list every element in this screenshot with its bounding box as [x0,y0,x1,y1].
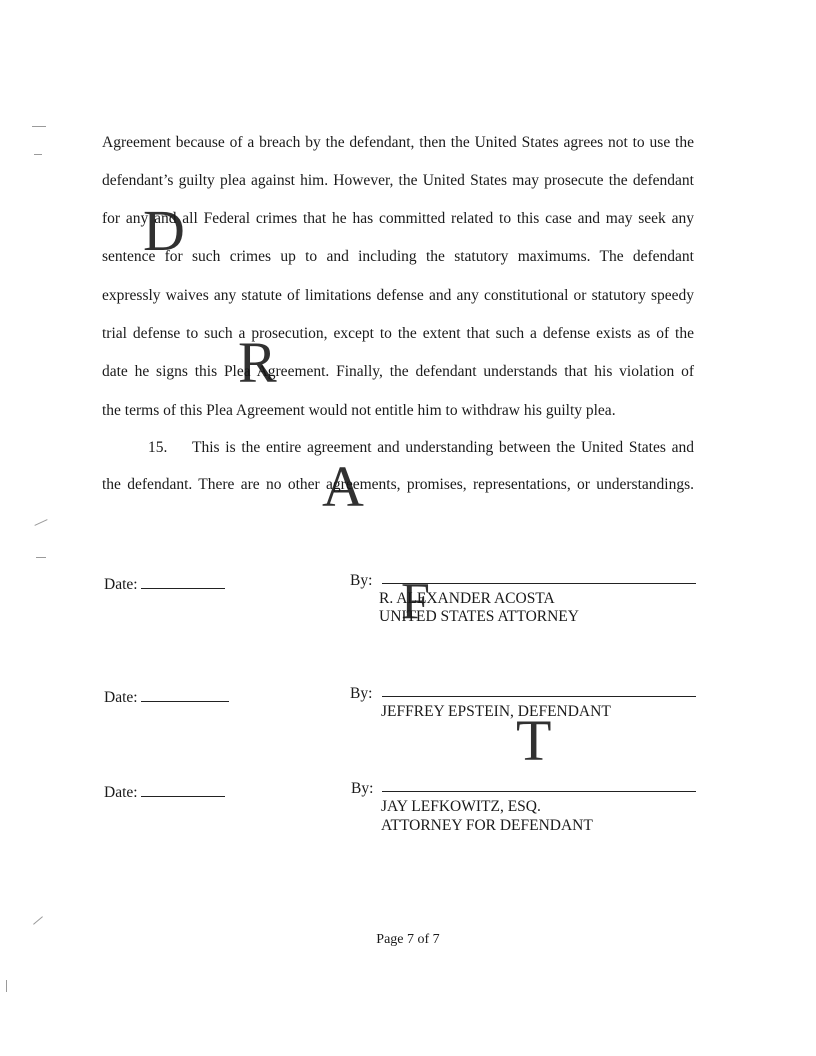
watermark-letter-t: T [516,708,552,773]
paragraph-15-line-2: the defendant. There are no other agreements, promises, representations, or understandings. [102,476,694,493]
watermark-letter-a: A [322,454,364,519]
watermark-letter-f: F [401,573,430,630]
body-line-4: sentence for such crimes up to and including the statutory maximums. The defendant [102,248,694,265]
signatory-title-3: ATTORNEY FOR DEFENDANT [381,817,593,834]
body-line-5: expressly waives any statute of limitations defense and any constitutional or statutory speedy [102,287,694,304]
signature-line-2 [382,696,696,697]
body-line-1: Agreement because of a breach by the defendant, then the United States agrees not to use the [102,134,694,151]
body-line-6: trial defense to such a prosecution, except to the extent that such a defense exists as of the [102,325,694,342]
by-label-3: By: [351,780,374,797]
watermark-letter-d: D [143,198,185,263]
scan-speck [6,980,7,992]
signatory-name-1: R. ALEXANDER ACOSTA [379,590,555,607]
paragraph-number: 15. [148,439,168,456]
body-line-3: for any and all Federal crimes that he has committed related to this case and may seek any [102,210,694,227]
page-number-footer: Page 7 of 7 [376,932,440,947]
date-label-2: Date: [104,689,138,706]
paragraph-15-text-1: This is the entire agreement and understanding between the United States and [192,439,694,456]
scan-speck [36,557,46,558]
body-line-8: the terms of this Plea Agreement would not entitle him to withdraw his guilty plea. [102,402,616,419]
signatory-name-3: JAY LEFKOWITZ, ESQ. [381,798,541,815]
date-row-3 [104,783,225,803]
signatory-title-1: UNITED STATES ATTORNEY [379,608,579,625]
scan-speck [33,916,43,924]
signature-line-3 [382,791,696,792]
by-label-1: By: [350,572,373,589]
by-label-2: By: [350,685,373,702]
date-row-2 [104,688,229,708]
body-line-2: defendant’s guilty plea against him. However, the United States may prosecute the defendant [102,172,694,189]
scan-speck [34,519,47,526]
date-blank-1 [141,587,225,589]
date-blank-3 [141,795,225,797]
paragraph-15-line-1 [148,438,694,458]
date-blank-2 [141,700,229,702]
signature-line-1 [382,583,696,584]
date-label-3: Date: [104,784,138,801]
date-label-1: Date: [104,576,138,593]
watermark-letter-r: R [238,330,277,395]
body-line-7: date he signs this Plea Agreement. Finally, the defendant understands that his violation of [102,363,694,380]
date-row-1 [104,575,225,595]
scan-speck [32,126,46,127]
scan-speck [34,154,42,155]
signatory-name-2: JEFFREY EPSTEIN, DEFENDANT [381,703,611,720]
